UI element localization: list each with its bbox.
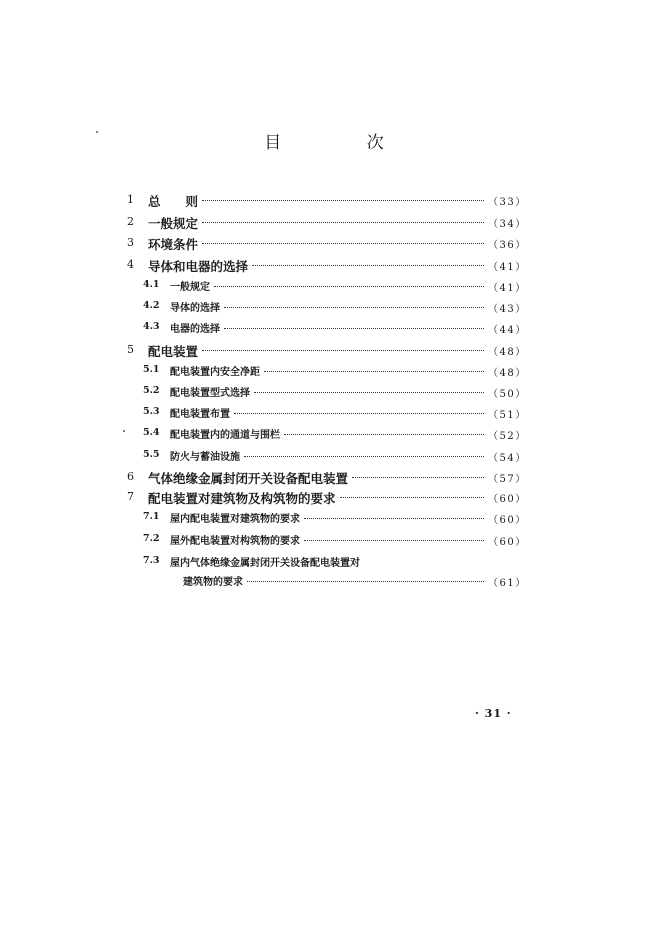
toc-entry-number: 4.1 bbox=[143, 279, 160, 290]
toc-entry-title: 配电装置布置 bbox=[170, 409, 230, 420]
toc-entry-page: （61） bbox=[488, 578, 527, 589]
toc-entry-number: 5.3 bbox=[143, 406, 160, 417]
toc-entry-number: 3 bbox=[127, 236, 134, 249]
toc-leader-dots bbox=[264, 371, 484, 372]
toc-leader-dots bbox=[202, 222, 484, 223]
toc-entry-number: 2 bbox=[127, 215, 134, 228]
toc-entry-title: 配电装置内安全净距 bbox=[170, 367, 260, 378]
toc-entry-title: 屋外配电装置对构筑物的要求 bbox=[170, 536, 300, 547]
toc-entry-page: （60） bbox=[488, 494, 527, 505]
toc-entry-number: 4.3 bbox=[143, 321, 160, 332]
toc-leader-dots bbox=[252, 265, 484, 266]
toc-entry-title: 配电装置对建筑物及构筑物的要求 bbox=[148, 491, 336, 506]
toc-leader-dots bbox=[202, 350, 484, 351]
toc-leader-dots bbox=[214, 286, 484, 287]
toc-leader-dots bbox=[202, 200, 484, 201]
toc-entry bbox=[0, 531, 648, 549]
toc-leader-dots bbox=[284, 434, 484, 435]
toc-entry bbox=[0, 553, 648, 571]
toc-entry-number: 7.2 bbox=[143, 533, 160, 544]
toc-entry bbox=[0, 468, 648, 486]
toc-entry-title: 屋内配电装置对建筑物的要求 bbox=[170, 514, 300, 525]
toc-entry-number: 6 bbox=[127, 470, 134, 483]
toc-entry-title: 环境条件 bbox=[148, 237, 199, 252]
toc-leader-dots bbox=[340, 497, 484, 498]
toc-entry-page: （44） bbox=[488, 325, 527, 336]
toc-entry bbox=[0, 191, 648, 209]
toc-entry bbox=[0, 341, 648, 359]
toc-leader-dots bbox=[247, 581, 484, 582]
toc-entry-page: （41） bbox=[488, 283, 527, 294]
toc-entry-page: （57） bbox=[488, 474, 527, 485]
toc-entry bbox=[0, 298, 648, 316]
toc-entry-number: 5.1 bbox=[143, 364, 160, 375]
toc-entry-page: （33） bbox=[488, 197, 527, 208]
scan-speck bbox=[96, 131, 98, 133]
toc-entry-title: 总 则 bbox=[148, 194, 199, 209]
toc-entry bbox=[0, 447, 648, 465]
toc-entry bbox=[0, 383, 648, 401]
page-title: 目 次 bbox=[264, 133, 424, 153]
toc-leader-dots bbox=[234, 413, 484, 414]
toc-entry bbox=[0, 572, 648, 590]
toc-entry bbox=[0, 277, 648, 295]
toc-leader-dots bbox=[224, 307, 484, 308]
toc-entry bbox=[0, 256, 648, 274]
toc-entry-page: （48） bbox=[488, 347, 527, 358]
toc-entry-number: 4.2 bbox=[143, 300, 160, 311]
toc-entry-number: 4 bbox=[127, 258, 134, 271]
toc-leader-dots bbox=[352, 477, 484, 478]
toc-entry bbox=[0, 509, 648, 527]
toc-entry-title: 配电装置型式选择 bbox=[170, 388, 250, 399]
toc-entry-title: 导体的选择 bbox=[170, 303, 220, 314]
toc-entry-title: 配电装置 bbox=[148, 344, 199, 359]
toc-entry-number: 1 bbox=[127, 193, 134, 206]
toc-leader-dots bbox=[244, 456, 484, 457]
toc-leader-dots bbox=[202, 243, 484, 244]
page-number: · 31 · bbox=[475, 707, 512, 720]
toc-entry-page: （41） bbox=[488, 262, 527, 273]
toc-entry bbox=[0, 404, 648, 422]
toc-entry-title: 电器的选择 bbox=[170, 324, 220, 335]
toc-entry-number: 7 bbox=[127, 490, 134, 503]
toc-entry-number: 5.5 bbox=[143, 449, 160, 460]
toc-entry-number: 5 bbox=[127, 343, 134, 356]
toc-entry-title: 配电装置内的通道与围栏 bbox=[170, 430, 280, 441]
toc-entry-title: 气体绝缘金属封闭开关设备配电装置 bbox=[148, 471, 349, 486]
toc-entry-page: （34） bbox=[488, 219, 527, 230]
toc-entry-number: 5.2 bbox=[143, 385, 160, 396]
toc-entry-page: （36） bbox=[488, 240, 527, 251]
toc-leader-dots bbox=[304, 540, 484, 541]
toc-entry-page: （60） bbox=[488, 537, 527, 548]
toc-entry bbox=[0, 488, 648, 506]
toc-entry-title: 屋内气体绝缘金属封闭开关设备配电装置对 bbox=[170, 558, 360, 569]
toc-entry-page: （54） bbox=[488, 453, 527, 464]
toc-entry bbox=[0, 234, 648, 252]
toc-entry-number: 7.1 bbox=[143, 511, 160, 522]
toc-entry bbox=[0, 362, 648, 380]
toc-entry bbox=[0, 213, 648, 231]
toc-entry-page: （50） bbox=[488, 389, 527, 400]
toc-entry bbox=[0, 425, 648, 443]
toc-entry-number: 7.3 bbox=[143, 555, 160, 566]
toc-entry-page: （43） bbox=[488, 304, 527, 315]
toc-entry-title: 导体和电器的选择 bbox=[148, 259, 249, 274]
toc-entry-page: （51） bbox=[488, 410, 527, 421]
toc-leader-dots bbox=[224, 328, 484, 329]
toc-entry bbox=[0, 319, 648, 337]
toc-entry-title: 一般规定 bbox=[148, 216, 199, 231]
toc-leader-dots bbox=[254, 392, 484, 393]
toc-entry-page: （60） bbox=[488, 515, 527, 526]
scan-speck bbox=[123, 430, 125, 432]
toc-entry-number: 5.4 bbox=[143, 427, 160, 438]
toc-entry-title: 建筑物的要求 bbox=[183, 577, 243, 588]
toc-entry-title: 一般规定 bbox=[170, 282, 210, 293]
toc-entry-title: 防火与蓄油设施 bbox=[170, 452, 240, 463]
toc-entry-page: （48） bbox=[488, 368, 527, 379]
toc-entry-page: （52） bbox=[488, 431, 527, 442]
toc-leader-dots bbox=[304, 518, 484, 519]
